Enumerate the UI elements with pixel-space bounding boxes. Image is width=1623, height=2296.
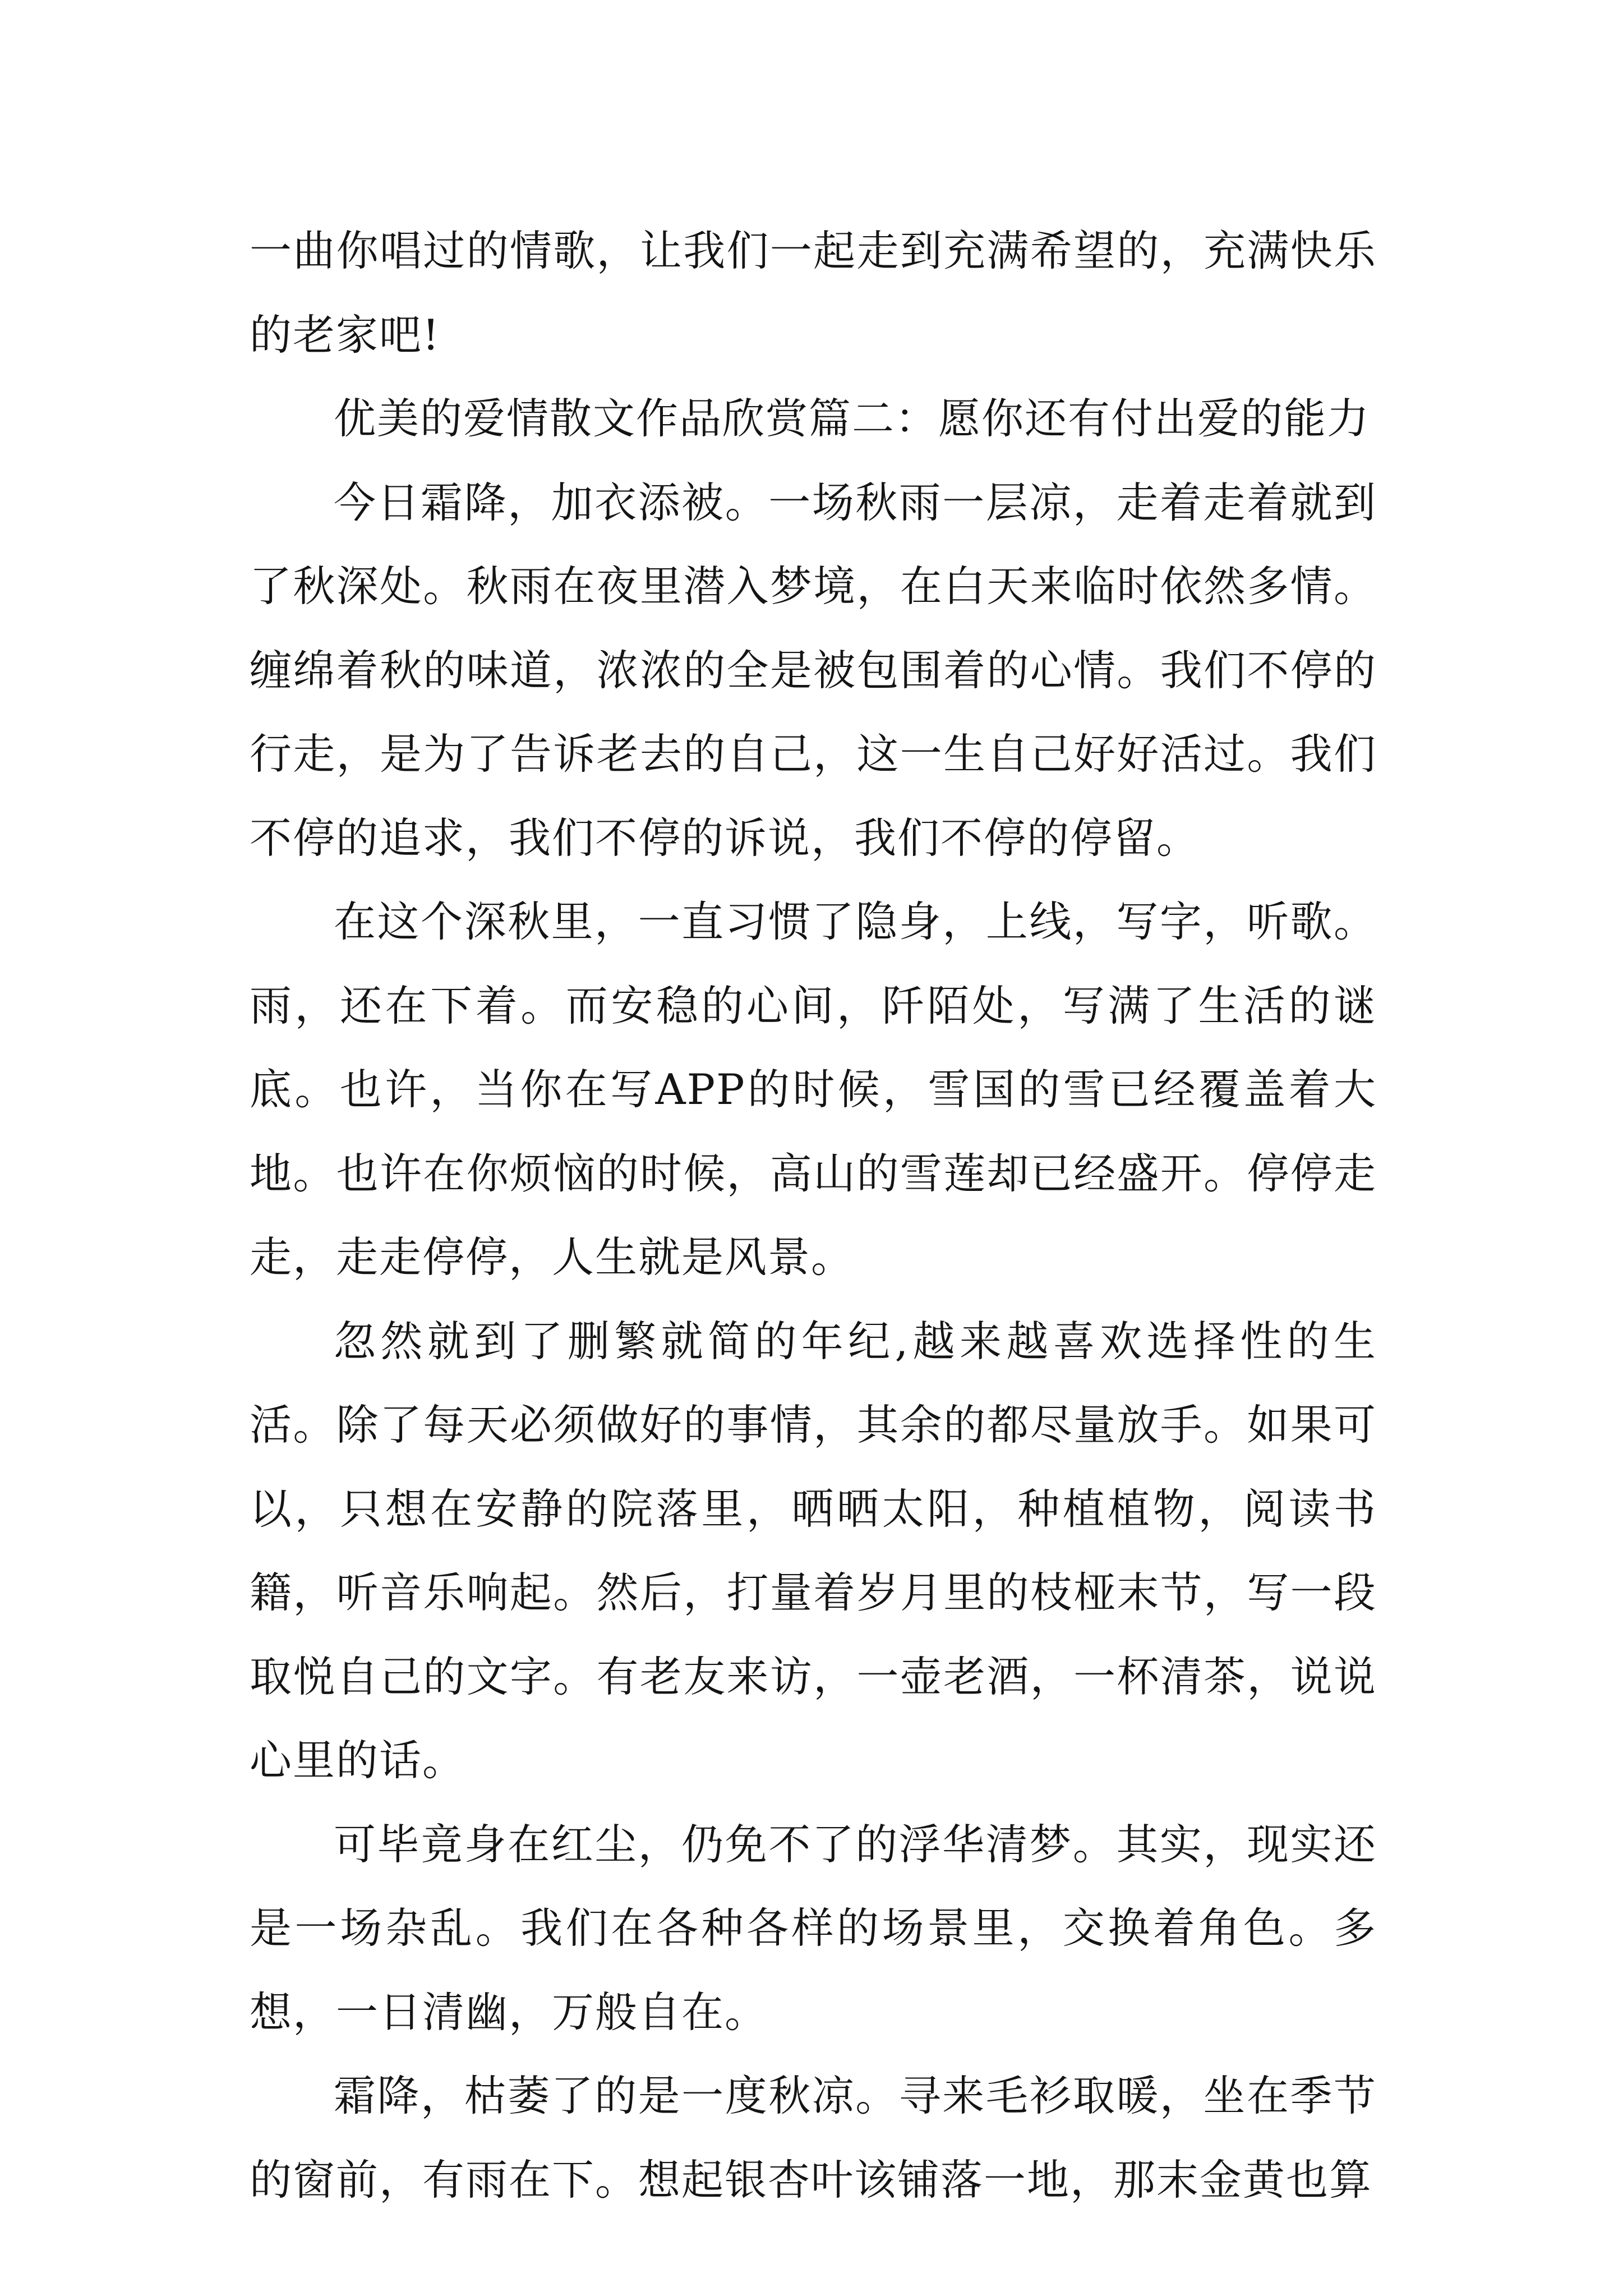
paragraph-autumn-chill: 霜降，枯萎了的是一度秋凉。寻来毛衫取暖，坐在季节的窗前，有雨在下。想起银杏叶该铺落一地，那末金黄也算 [250, 2071, 1377, 2205]
section-heading: 优美的爱情散文作品欣赏篇二：愿你还有付出爱的能力 [334, 394, 1371, 443]
paragraph-simple-life: 忽然就到了删繁就简的年纪,越来越喜欢选择性的生活。除了每天必须做好的事情，其余的都尽量放手。如果可以，只想在安静的院落里，晒晒太阳，种植植物，阅读书籍，听音乐响起。然后，打量着岁月里的枝桠末节，写一段取悦自己的文字。有老友来访，一壶老酒，一杯清茶，说说心里的话。 [250, 1316, 1377, 1785]
paragraph-red-dust: 可毕竟身在红尘，仍免不了的浮华清梦。其实，现实还是一场杂乱。我们在各种各样的场景里，交换着角色。多想，一日清幽，万般自在。 [250, 1819, 1377, 2037]
paragraph-frost-descent: 今日霜降，加衣添被。一场秋雨一层凉，走着走着就到了秋深处。秋雨在夜里潜入梦境，在白天来临时依然多情。缠绵着秋的味道，浓浓的全是被包围着的心情。我们不停的行走，是为了告诉老去的自己，这一生自己好好活过。我们不停的追求，我们不停的诉说，我们不停的停留。 [250, 477, 1377, 863]
article-body [250, 209, 1377, 2222]
paragraph-continuation: 一曲你唱过的情歌，让我们一起走到充满希望的，充满快乐的老家吧! [250, 226, 1377, 360]
paragraph-deep-autumn: 在这个深秋里，一直习惯了隐身，上线，写字，听歌。雨，还在下着。而安稳的心间，阡陌处，写满了生活的谜底。也许，当你在写APP的时候，雪国的雪已经覆盖着大地。也许在你烦恼的时候，高山的雪莲却已经盛开。停停走走，走走停停，人生就是风景。 [250, 897, 1377, 1282]
